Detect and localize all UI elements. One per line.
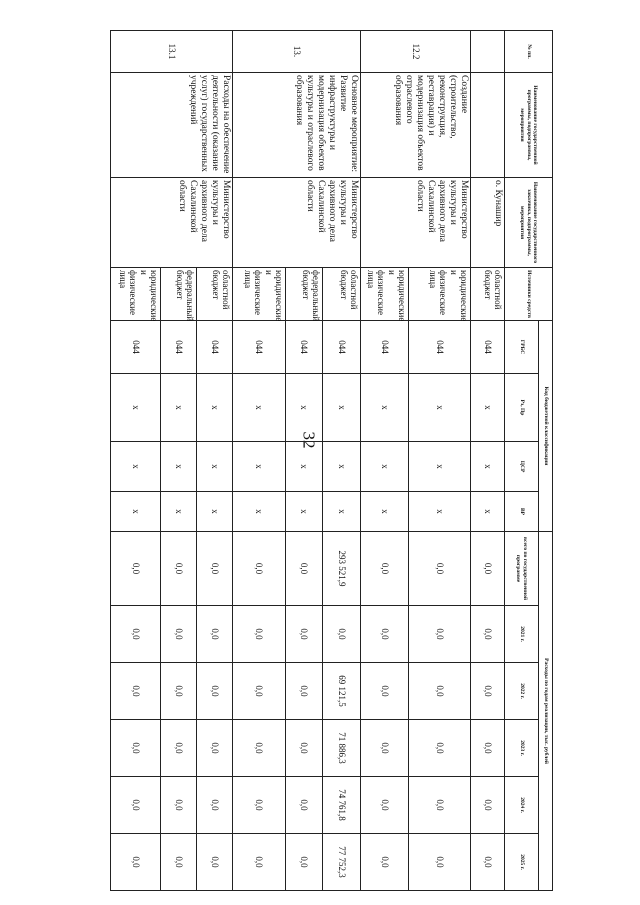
cell-2021: 0,0: [233, 606, 286, 663]
cell-csr: х: [111, 442, 161, 492]
cell-2024: 0,0: [111, 777, 161, 834]
cell-vr: х: [286, 492, 323, 532]
cell-2021: 0,0: [111, 606, 161, 663]
cell-2023: 0,0: [197, 720, 233, 777]
header-2022: 2022 г.: [505, 663, 539, 720]
header-2021: 2021 г.: [505, 606, 539, 663]
cell-2024: 0,0: [233, 777, 286, 834]
header-csr: ЦСР: [505, 442, 539, 492]
cell-2023: 0,0: [361, 720, 409, 777]
cell-2024: 0,0: [286, 777, 323, 834]
cell-rzpr: х: [361, 374, 409, 442]
header-no: № пп.: [505, 31, 553, 73]
cell-grbs: 044: [471, 321, 505, 374]
cell-csr: х: [361, 442, 409, 492]
cell-2024: 0,0: [161, 777, 197, 834]
cell-vr: х: [233, 492, 286, 532]
cell-2024: 0,0: [197, 777, 233, 834]
cell-2022: 0,0: [233, 663, 286, 720]
cell-grbs: 044: [161, 321, 197, 374]
cell-source: областной бюджет: [197, 268, 233, 321]
cell-2025: 77 752,3: [323, 834, 361, 891]
cell-csr: х: [233, 442, 286, 492]
cell-csr: х: [286, 442, 323, 492]
cell-total: 0,0: [111, 532, 161, 606]
cell-vr: х: [111, 492, 161, 532]
cell-total: 0,0: [161, 532, 197, 606]
cell-no: 13.: [233, 31, 361, 73]
cell-2022: 0,0: [286, 663, 323, 720]
cell-rzpr: х: [233, 374, 286, 442]
cell-total: 0,0: [409, 532, 471, 606]
cell-rzpr: х: [197, 374, 233, 442]
cell-rzpr: х: [161, 374, 197, 442]
cell-2023: 0,0: [111, 720, 161, 777]
cell-2025: 0,0: [161, 834, 197, 891]
cell-grbs: 044: [233, 321, 286, 374]
cell-2024: 74 761,8: [323, 777, 361, 834]
cell-rzpr: х: [471, 374, 505, 442]
cell-csr: х: [409, 442, 471, 492]
cell-grbs: 044: [323, 321, 361, 374]
cell-2021: 0,0: [286, 606, 323, 663]
cell-grbs: 044: [409, 321, 471, 374]
cell-executor: Министерство культуры и архивного дела Сахалинской области: [233, 178, 361, 268]
cell-2023: 0,0: [161, 720, 197, 777]
cell-grbs: 044: [111, 321, 161, 374]
page-number: 32: [299, 431, 319, 449]
cell-2025: 0,0: [111, 834, 161, 891]
cell-2022: 0,0: [471, 663, 505, 720]
cell-2022: 0,0: [361, 663, 409, 720]
cell-2022: 0,0: [161, 663, 197, 720]
cell-total: 0,0: [471, 532, 505, 606]
cell-no: [471, 31, 505, 73]
cell-2021: 0,0: [361, 606, 409, 663]
cell-2021: 0,0: [409, 606, 471, 663]
cell-name: Расходы на обеспечение деятельности (оказание услуг) государственных учреждений: [111, 73, 233, 178]
cell-2021: 0,0: [161, 606, 197, 663]
cell-source: областной бюджет: [323, 268, 361, 321]
cell-source: областной бюджет: [471, 268, 505, 321]
cell-grbs: 044: [361, 321, 409, 374]
cell-2022: 0,0: [197, 663, 233, 720]
cell-rzpr: х: [323, 374, 361, 442]
table-row: [197, 31, 233, 891]
header-total: всего по государственной программе: [505, 532, 539, 606]
cell-2025: 0,0: [409, 834, 471, 891]
cell-2022: 0,0: [111, 663, 161, 720]
cell-2025: 0,0: [233, 834, 286, 891]
cell-total: 0,0: [233, 532, 286, 606]
rotated-table-frame: [113, 30, 553, 890]
cell-csr: х: [197, 442, 233, 492]
location-label: о. Кунашир: [471, 178, 505, 268]
cell-2021: 0,0: [471, 606, 505, 663]
cell-no: 12.2: [361, 31, 471, 73]
header-grbs: ГРБС: [505, 321, 539, 374]
header-name: Наименование государственной программы, подпрограммы, мероприятия: [505, 73, 553, 178]
cell-source: федеральный бюджет: [161, 268, 197, 321]
header-2024: 2024 г.: [505, 777, 539, 834]
cell-executor: Министерство культуры и архивного дела Сахалинской области: [111, 178, 233, 268]
cell-name: Создание (строительство, реконструкция, реставрация) и модернизация объектов отраслевого образования: [361, 73, 471, 178]
table-row: [471, 31, 505, 891]
cell-name: Основное мероприятие: Развитие инфраструктуры и модернизация объектов культуры и отраслевого образования: [233, 73, 361, 178]
header-budget-classification: Код бюджетной классификации: [539, 321, 553, 532]
cell-vr: х: [197, 492, 233, 532]
header-expenses: Расходы по годам реализации, тыс. рублей: [539, 532, 553, 891]
cell-2024: 0,0: [471, 777, 505, 834]
cell-2021: 0,0: [197, 606, 233, 663]
cell-no: 13.1: [111, 31, 233, 73]
cell-vr: х: [361, 492, 409, 532]
header-2025: 2025 г.: [505, 834, 539, 891]
cell-vr: х: [161, 492, 197, 532]
cell-rzpr: х: [409, 374, 471, 442]
cell-source: юридические и физические лица: [233, 268, 286, 321]
table-row: [323, 31, 361, 891]
cell-2023: 0,0: [409, 720, 471, 777]
cell-csr: х: [471, 442, 505, 492]
cell-total: 0,0: [361, 532, 409, 606]
cell-total: 0,0: [286, 532, 323, 606]
cell-vr: х: [409, 492, 471, 532]
cell-2021: 0,0: [323, 606, 361, 663]
cell-grbs: 044: [286, 321, 323, 374]
cell-source: юридические и физические лица: [361, 268, 409, 321]
cell-source: федеральный бюджет: [286, 268, 323, 321]
cell-rzpr: х: [111, 374, 161, 442]
cell-csr: х: [323, 442, 361, 492]
header-rzpr: Рз, Пр: [505, 374, 539, 442]
cell-rzpr: х: [286, 374, 323, 442]
cell-2023: 71 886,3: [323, 720, 361, 777]
cell-2025: 0,0: [471, 834, 505, 891]
cell-2025: 0,0: [361, 834, 409, 891]
cell-2025: 0,0: [197, 834, 233, 891]
cell-source: юридические и физические лица: [111, 268, 161, 321]
cell-2024: 0,0: [361, 777, 409, 834]
cell-2022: 69 121,5: [323, 663, 361, 720]
header-source: Источники средств: [505, 268, 553, 321]
cell-csr: х: [161, 442, 197, 492]
header-vr: ВР: [505, 492, 539, 532]
cell-2023: 0,0: [471, 720, 505, 777]
cell-name: [471, 73, 505, 178]
cell-2023: 0,0: [233, 720, 286, 777]
cell-total: 293 521,9: [323, 532, 361, 606]
cell-grbs: 044: [197, 321, 233, 374]
cell-total: 0,0: [197, 532, 233, 606]
cell-2025: 0,0: [286, 834, 323, 891]
cell-executor: Министерство культуры и архивного дела Сахалинской области: [361, 178, 471, 268]
cell-2024: 0,0: [409, 777, 471, 834]
cell-vr: х: [471, 492, 505, 532]
budget-table: [110, 30, 553, 891]
header-2023: 2023 г.: [505, 720, 539, 777]
cell-vr: х: [323, 492, 361, 532]
cell-2023: 0,0: [286, 720, 323, 777]
header-executor: Наименование государственного заказчика, подпрограммы, мероприятия: [505, 178, 553, 268]
cell-source: юридические и физические лица: [409, 268, 471, 321]
cell-2022: 0,0: [409, 663, 471, 720]
table-row: [409, 31, 471, 891]
